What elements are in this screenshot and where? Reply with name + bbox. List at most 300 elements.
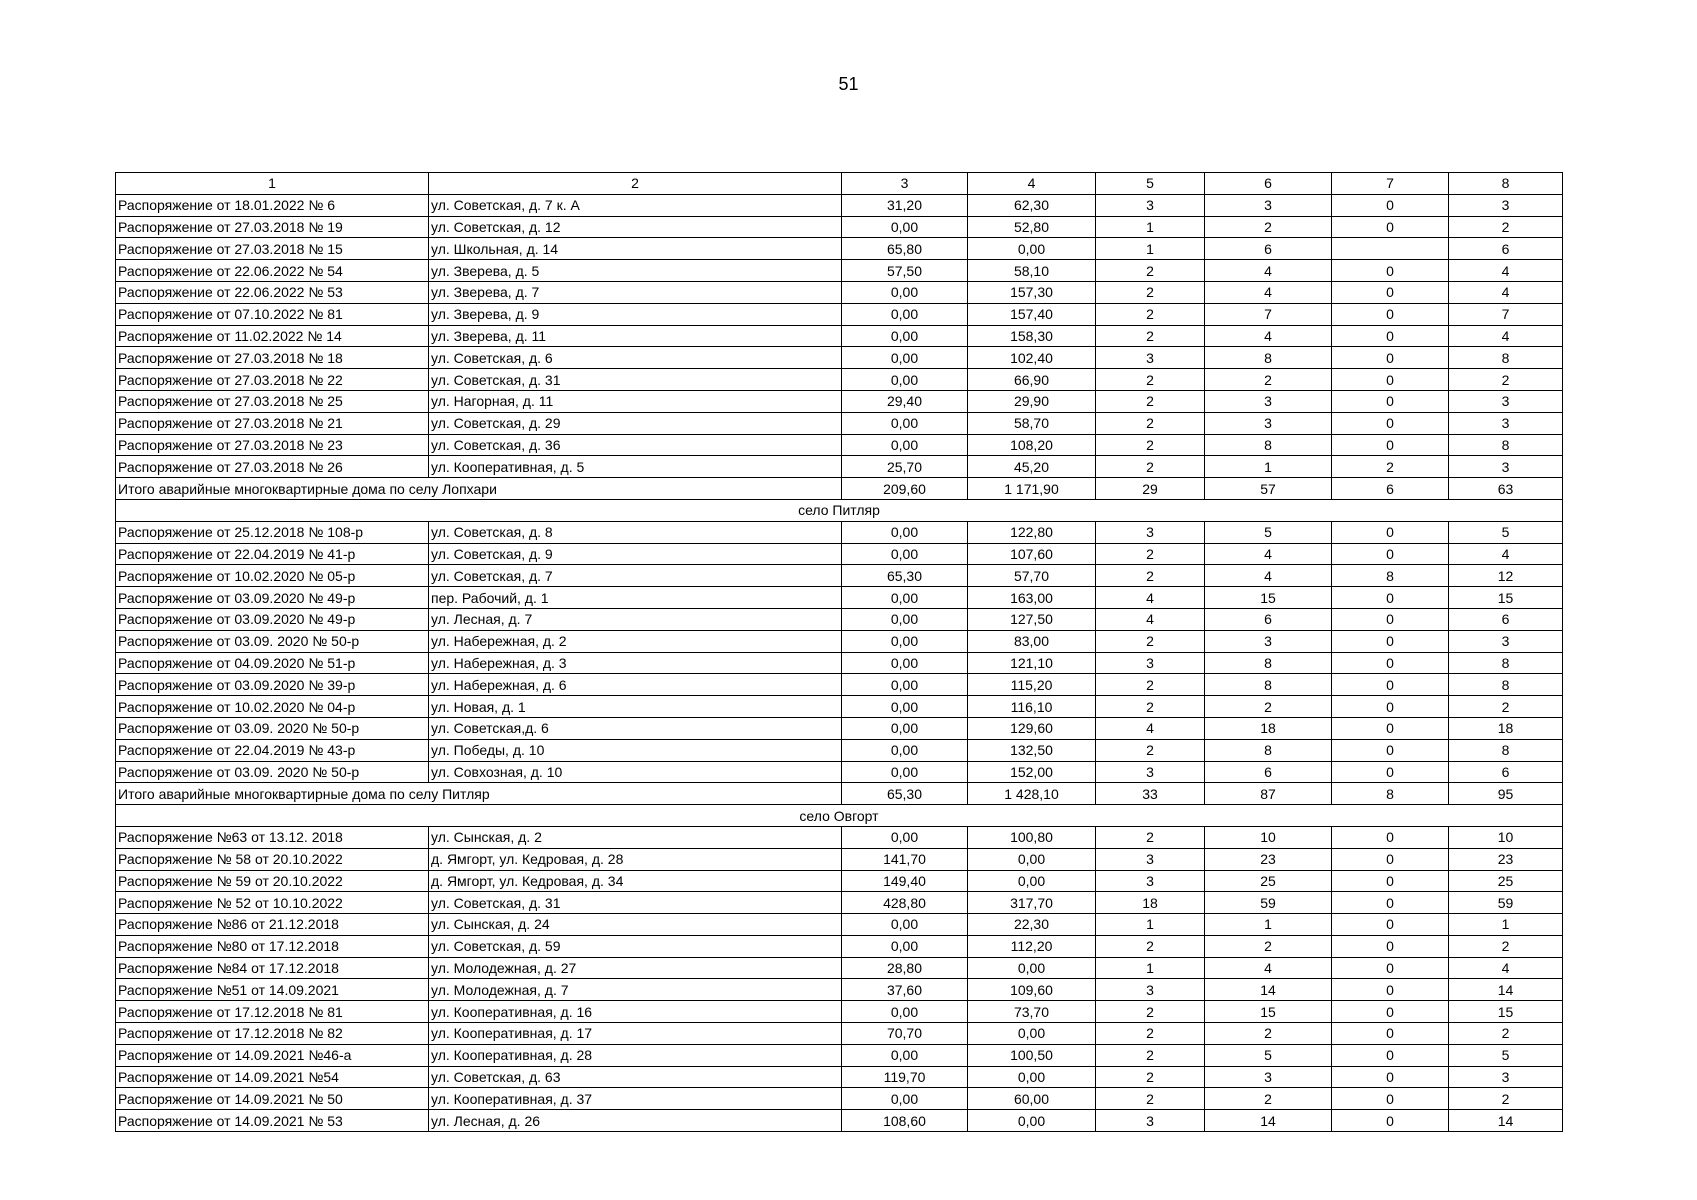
value-cell: 25,70: [842, 456, 968, 478]
count-cell: 0: [1332, 630, 1449, 652]
count-cell: 8: [1449, 347, 1563, 369]
count-cell: 8: [1449, 434, 1563, 456]
total-cell: 29: [1096, 478, 1205, 500]
order-cell: Распоряжение от 10.02.2020 № 05-р: [116, 565, 429, 587]
address-cell: ул. Советская, д. 7 к. А: [429, 194, 842, 216]
count-cell: 2: [1096, 630, 1205, 652]
order-cell: Распоряжение от 27.03.2018 № 22: [116, 369, 429, 391]
count-cell: 3: [1205, 194, 1332, 216]
count-cell: 4: [1205, 565, 1332, 587]
count-cell: 2: [1449, 369, 1563, 391]
value-cell: 0,00: [842, 1001, 968, 1023]
order-cell: Распоряжение от 14.09.2021 №54: [116, 1066, 429, 1088]
value-cell: 158,30: [968, 325, 1096, 347]
address-cell: ул. Сынская, д. 2: [429, 826, 842, 848]
table-row: [116, 412, 1563, 434]
address-cell: ул. Зверева, д. 7: [429, 281, 842, 303]
address-cell: ул. Советская, д. 12: [429, 216, 842, 238]
value-cell: 121,10: [968, 652, 1096, 674]
order-cell: Распоряжение от 03.09. 2020 № 50-р: [116, 630, 429, 652]
count-cell: 1: [1205, 914, 1332, 936]
count-cell: 10: [1205, 826, 1332, 848]
count-cell: 0: [1332, 521, 1449, 543]
value-cell: 102,40: [968, 347, 1096, 369]
count-cell: 5: [1449, 521, 1563, 543]
header-cell: 3: [842, 173, 968, 195]
count-cell: 0: [1332, 696, 1449, 718]
table-row: [116, 608, 1563, 630]
value-cell: 157,30: [968, 281, 1096, 303]
count-cell: 8: [1205, 347, 1332, 369]
table-row: [116, 652, 1563, 674]
count-cell: 3: [1096, 521, 1205, 543]
table-row: [116, 303, 1563, 325]
count-cell: 0: [1332, 1088, 1449, 1110]
count-cell: 2: [1096, 434, 1205, 456]
count-cell: 2: [1096, 412, 1205, 434]
table-row: [116, 194, 1563, 216]
count-cell: 4: [1096, 608, 1205, 630]
count-cell: 1: [1096, 957, 1205, 979]
value-cell: 122,80: [968, 521, 1096, 543]
address-cell: ул. Зверева, д. 11: [429, 325, 842, 347]
order-cell: Распоряжение от 27.03.2018 № 18: [116, 347, 429, 369]
table-row: [116, 717, 1563, 739]
count-cell: 2: [1096, 260, 1205, 282]
order-cell: Распоряжение от 14.09.2021 №46-а: [116, 1044, 429, 1066]
count-cell: 6: [1205, 608, 1332, 630]
count-cell: 8: [1205, 674, 1332, 696]
count-cell: 18: [1449, 717, 1563, 739]
value-cell: 28,80: [842, 957, 968, 979]
address-cell: ул. Совхозная, д. 10: [429, 761, 842, 783]
value-cell: 60,00: [968, 1088, 1096, 1110]
total-cell: 1 171,90: [968, 478, 1096, 500]
count-cell: 23: [1449, 848, 1563, 870]
address-cell: ул. Кооперативная, д. 17: [429, 1023, 842, 1045]
count-cell: 3: [1449, 456, 1563, 478]
value-cell: 0,00: [968, 1066, 1096, 1088]
section-title: село Овгорт: [116, 805, 1563, 827]
total-cell: 57: [1205, 478, 1332, 500]
value-cell: 100,50: [968, 1044, 1096, 1066]
count-cell: 0: [1332, 1001, 1449, 1023]
table-row: [116, 521, 1563, 543]
table-row: [116, 434, 1563, 456]
value-cell: 0,00: [842, 412, 968, 434]
value-cell: 0,00: [842, 935, 968, 957]
count-cell: 4: [1205, 543, 1332, 565]
count-cell: 1: [1096, 216, 1205, 238]
count-cell: 2: [1096, 1001, 1205, 1023]
value-cell: 65,30: [842, 565, 968, 587]
count-cell: 8: [1449, 739, 1563, 761]
count-cell: 0: [1332, 1044, 1449, 1066]
table-row: [116, 848, 1563, 870]
count-cell: 0: [1332, 543, 1449, 565]
address-cell: ул. Кооперативная, д. 5: [429, 456, 842, 478]
count-cell: 3: [1096, 194, 1205, 216]
count-cell: 2: [1096, 543, 1205, 565]
count-cell: 4: [1205, 957, 1332, 979]
count-cell: 3: [1205, 412, 1332, 434]
order-cell: Распоряжение № 52 от 10.10.2022: [116, 892, 429, 914]
count-cell: 14: [1449, 979, 1563, 1001]
count-cell: 0: [1332, 1023, 1449, 1045]
order-cell: Распоряжение №84 от 17.12.2018: [116, 957, 429, 979]
count-cell: 15: [1449, 1001, 1563, 1023]
count-cell: 2: [1096, 281, 1205, 303]
section-row: [116, 805, 1563, 827]
address-cell: ул. Нагорная, д. 11: [429, 390, 842, 412]
value-cell: 0,00: [842, 739, 968, 761]
order-cell: Распоряжение от 03.09. 2020 № 50-р: [116, 717, 429, 739]
count-cell: 59: [1449, 892, 1563, 914]
value-cell: 100,80: [968, 826, 1096, 848]
count-cell: 2: [1096, 1044, 1205, 1066]
table-row: [116, 587, 1563, 609]
value-cell: 141,70: [842, 848, 968, 870]
order-cell: Распоряжение от 18.01.2022 № 6: [116, 194, 429, 216]
count-cell: 0: [1332, 761, 1449, 783]
header-cell: 6: [1205, 173, 1332, 195]
count-cell: 0: [1332, 674, 1449, 696]
count-cell: 2: [1205, 696, 1332, 718]
count-cell: 7: [1205, 303, 1332, 325]
count-cell: 18: [1205, 717, 1332, 739]
value-cell: 37,60: [842, 979, 968, 1001]
order-cell: Распоряжение от 22.04.2019 № 43-р: [116, 739, 429, 761]
value-cell: 129,60: [968, 717, 1096, 739]
order-cell: Распоряжение от 27.03.2018 № 19: [116, 216, 429, 238]
count-cell: 15: [1205, 587, 1332, 609]
value-cell: 0,00: [842, 914, 968, 936]
value-cell: 0,00: [842, 587, 968, 609]
count-cell: 3: [1096, 979, 1205, 1001]
header-cell: 5: [1096, 173, 1205, 195]
header-row: [116, 173, 1563, 195]
total-cell: 65,30: [842, 783, 968, 805]
total-cell: 1 428,10: [968, 783, 1096, 805]
value-cell: 0,00: [968, 957, 1096, 979]
value-cell: 70,70: [842, 1023, 968, 1045]
value-cell: 0,00: [968, 848, 1096, 870]
value-cell: 0,00: [842, 347, 968, 369]
address-cell: ул. Зверева, д. 9: [429, 303, 842, 325]
count-cell: 3: [1096, 652, 1205, 674]
count-cell: 0: [1332, 369, 1449, 391]
address-cell: ул. Советская, д. 7: [429, 565, 842, 587]
count-cell: 2: [1096, 1088, 1205, 1110]
count-cell: 3: [1449, 630, 1563, 652]
table-row: [116, 1110, 1563, 1132]
order-cell: Распоряжение от 27.03.2018 № 23: [116, 434, 429, 456]
table-row: [116, 1044, 1563, 1066]
count-cell: 6: [1449, 761, 1563, 783]
value-cell: 0,00: [968, 1110, 1096, 1132]
count-cell: 3: [1205, 630, 1332, 652]
value-cell: 58,70: [968, 412, 1096, 434]
count-cell: 6: [1449, 608, 1563, 630]
count-cell: 1: [1096, 914, 1205, 936]
count-cell: 5: [1205, 1044, 1332, 1066]
value-cell: 73,70: [968, 1001, 1096, 1023]
value-cell: 127,50: [968, 608, 1096, 630]
count-cell: 2: [1205, 216, 1332, 238]
order-cell: Распоряжение от 17.12.2018 № 81: [116, 1001, 429, 1023]
address-cell: ул. Советская,д. 6: [429, 717, 842, 739]
count-cell: 2: [1096, 565, 1205, 587]
count-cell: 0: [1332, 281, 1449, 303]
count-cell: 0: [1332, 652, 1449, 674]
count-cell: 2: [1096, 674, 1205, 696]
count-cell: 5: [1205, 521, 1332, 543]
table-row: [116, 696, 1563, 718]
table-row: [116, 979, 1563, 1001]
order-cell: Распоряжение от 03.09.2020 № 39-р: [116, 674, 429, 696]
value-cell: 317,70: [968, 892, 1096, 914]
value-cell: 109,60: [968, 979, 1096, 1001]
count-cell: 7: [1449, 303, 1563, 325]
table-row: [116, 761, 1563, 783]
order-cell: Распоряжение от 03.09. 2020 № 50-р: [116, 761, 429, 783]
address-cell: ул. Лесная, д. 7: [429, 608, 842, 630]
table-row: [116, 1088, 1563, 1110]
value-cell: 0,00: [968, 870, 1096, 892]
value-cell: 0,00: [842, 303, 968, 325]
value-cell: 65,80: [842, 238, 968, 260]
count-cell: 12: [1449, 565, 1563, 587]
count-cell: 2: [1096, 390, 1205, 412]
order-cell: Распоряжение от 10.02.2020 № 04-р: [116, 696, 429, 718]
table-row: [116, 260, 1563, 282]
count-cell: 2: [1205, 369, 1332, 391]
value-cell: 0,00: [842, 1044, 968, 1066]
count-cell: 3: [1096, 347, 1205, 369]
value-cell: 0,00: [842, 543, 968, 565]
order-cell: Распоряжение от 14.09.2021 № 53: [116, 1110, 429, 1132]
table-row: [116, 325, 1563, 347]
section-title: село Питляр: [116, 499, 1563, 521]
count-cell: 0: [1332, 412, 1449, 434]
housing-table: [115, 172, 1563, 1132]
table-row: [116, 739, 1563, 761]
table-row: [116, 674, 1563, 696]
order-cell: Распоряжение №63 от 13.12. 2018: [116, 826, 429, 848]
total-label: Итого аварийные многоквартирные дома по селу Лопхари: [116, 478, 842, 500]
count-cell: 25: [1205, 870, 1332, 892]
count-cell: 2: [1096, 826, 1205, 848]
count-cell: 0: [1332, 325, 1449, 347]
count-cell: 3: [1449, 390, 1563, 412]
table-row: [116, 957, 1563, 979]
value-cell: 29,90: [968, 390, 1096, 412]
count-cell: 2: [1096, 696, 1205, 718]
table-row: [116, 238, 1563, 260]
count-cell: 0: [1332, 1110, 1449, 1132]
value-cell: 0,00: [842, 281, 968, 303]
value-cell: 62,30: [968, 194, 1096, 216]
total-cell: 8: [1332, 783, 1449, 805]
count-cell: 2: [1205, 935, 1332, 957]
value-cell: 0,00: [842, 761, 968, 783]
value-cell: 0,00: [842, 434, 968, 456]
total-cell: 63: [1449, 478, 1563, 500]
count-cell: 3: [1205, 390, 1332, 412]
count-cell: 8: [1332, 565, 1449, 587]
table-row: [116, 390, 1563, 412]
order-cell: Распоряжение от 03.09.2020 № 49-р: [116, 587, 429, 609]
count-cell: 14: [1205, 1110, 1332, 1132]
address-cell: ул. Советская, д. 8: [429, 521, 842, 543]
address-cell: ул. Сынская, д. 24: [429, 914, 842, 936]
count-cell: 0: [1332, 608, 1449, 630]
count-cell: 8: [1205, 652, 1332, 674]
table-row: [116, 892, 1563, 914]
count-cell: 4: [1205, 260, 1332, 282]
value-cell: 0,00: [968, 1023, 1096, 1045]
count-cell: [1332, 238, 1449, 260]
header-cell: 7: [1332, 173, 1449, 195]
count-cell: 0: [1332, 216, 1449, 238]
count-cell: 1: [1205, 456, 1332, 478]
count-cell: 0: [1332, 587, 1449, 609]
address-cell: ул. Молодежная, д. 27: [429, 957, 842, 979]
count-cell: 25: [1449, 870, 1563, 892]
address-cell: ул. Набережная, д. 3: [429, 652, 842, 674]
count-cell: 2: [1096, 303, 1205, 325]
value-cell: 66,90: [968, 369, 1096, 391]
section-row: [116, 499, 1563, 521]
count-cell: 23: [1205, 848, 1332, 870]
address-cell: ул. Школьная, д. 14: [429, 238, 842, 260]
value-cell: 83,00: [968, 630, 1096, 652]
address-cell: ул. Советская, д. 29: [429, 412, 842, 434]
value-cell: 22,30: [968, 914, 1096, 936]
value-cell: 0,00: [842, 717, 968, 739]
value-cell: 0,00: [842, 369, 968, 391]
value-cell: 31,20: [842, 194, 968, 216]
count-cell: 4: [1096, 717, 1205, 739]
count-cell: 3: [1096, 761, 1205, 783]
count-cell: 4: [1096, 587, 1205, 609]
order-cell: Распоряжение от 27.03.2018 № 26: [116, 456, 429, 478]
count-cell: 0: [1332, 979, 1449, 1001]
total-cell: 6: [1332, 478, 1449, 500]
count-cell: 2: [1205, 1088, 1332, 1110]
address-cell: пер. Рабочий, д. 1: [429, 587, 842, 609]
table-row: [116, 216, 1563, 238]
count-cell: 8: [1205, 434, 1332, 456]
count-cell: 15: [1205, 1001, 1332, 1023]
count-cell: 8: [1449, 674, 1563, 696]
count-cell: 3: [1096, 1110, 1205, 1132]
address-cell: ул. Кооперативная, д. 16: [429, 1001, 842, 1023]
value-cell: 116,10: [968, 696, 1096, 718]
count-cell: 0: [1332, 717, 1449, 739]
total-cell: 95: [1449, 783, 1563, 805]
count-cell: 1: [1096, 238, 1205, 260]
count-cell: 2: [1449, 696, 1563, 718]
total-cell: 87: [1205, 783, 1332, 805]
count-cell: 6: [1449, 238, 1563, 260]
value-cell: 163,00: [968, 587, 1096, 609]
order-cell: Распоряжение от 03.09.2020 № 49-р: [116, 608, 429, 630]
order-cell: Распоряжение от 27.03.2018 № 15: [116, 238, 429, 260]
value-cell: 132,50: [968, 739, 1096, 761]
count-cell: 0: [1332, 434, 1449, 456]
count-cell: 3: [1449, 1066, 1563, 1088]
address-cell: ул. Кооперативная, д. 28: [429, 1044, 842, 1066]
total-row: [116, 783, 1563, 805]
address-cell: ул. Набережная, д. 6: [429, 674, 842, 696]
address-cell: ул. Советская, д. 36: [429, 434, 842, 456]
count-cell: 2: [1096, 935, 1205, 957]
value-cell: 0,00: [842, 1088, 968, 1110]
total-cell: 33: [1096, 783, 1205, 805]
count-cell: 4: [1449, 260, 1563, 282]
count-cell: 8: [1205, 739, 1332, 761]
address-cell: ул. Советская, д. 6: [429, 347, 842, 369]
count-cell: 0: [1332, 935, 1449, 957]
address-cell: ул. Молодежная, д. 7: [429, 979, 842, 1001]
value-cell: 0,00: [842, 652, 968, 674]
count-cell: 2: [1096, 1066, 1205, 1088]
order-cell: Распоряжение №80 от 17.12.2018: [116, 935, 429, 957]
header-cell: 1: [116, 173, 429, 195]
count-cell: 8: [1449, 652, 1563, 674]
table-row: [116, 281, 1563, 303]
count-cell: 2: [1096, 325, 1205, 347]
count-cell: 4: [1205, 281, 1332, 303]
count-cell: 0: [1332, 347, 1449, 369]
value-cell: 108,60: [842, 1110, 968, 1132]
value-cell: 428,80: [842, 892, 968, 914]
value-cell: 57,50: [842, 260, 968, 282]
value-cell: 58,10: [968, 260, 1096, 282]
order-cell: Распоряжение от 14.09.2021 № 50: [116, 1088, 429, 1110]
count-cell: 0: [1332, 260, 1449, 282]
header-cell: 8: [1449, 173, 1563, 195]
count-cell: 18: [1096, 892, 1205, 914]
count-cell: 4: [1449, 543, 1563, 565]
value-cell: 0,00: [842, 521, 968, 543]
count-cell: 14: [1205, 979, 1332, 1001]
value-cell: 108,20: [968, 434, 1096, 456]
total-cell: 209,60: [842, 478, 968, 500]
address-cell: ул. Набережная, д. 2: [429, 630, 842, 652]
address-cell: ул. Кооперативная, д. 37: [429, 1088, 842, 1110]
count-cell: 2: [1449, 1088, 1563, 1110]
address-cell: ул. Лесная, д. 26: [429, 1110, 842, 1132]
value-cell: 0,00: [842, 216, 968, 238]
count-cell: 2: [1449, 935, 1563, 957]
count-cell: 10: [1449, 826, 1563, 848]
order-cell: Распоряжение от 27.03.2018 № 21: [116, 412, 429, 434]
table-body: [116, 173, 1563, 1132]
address-cell: ул. Новая, д. 1: [429, 696, 842, 718]
value-cell: 152,00: [968, 761, 1096, 783]
value-cell: 119,70: [842, 1066, 968, 1088]
value-cell: 0,00: [842, 826, 968, 848]
total-row: [116, 478, 1563, 500]
value-cell: 149,40: [842, 870, 968, 892]
header-cell: 2: [429, 173, 842, 195]
count-cell: 4: [1205, 325, 1332, 347]
table-row: [116, 826, 1563, 848]
table-row: [116, 456, 1563, 478]
address-cell: д. Ямгорт, ул. Кедровая, д. 34: [429, 870, 842, 892]
